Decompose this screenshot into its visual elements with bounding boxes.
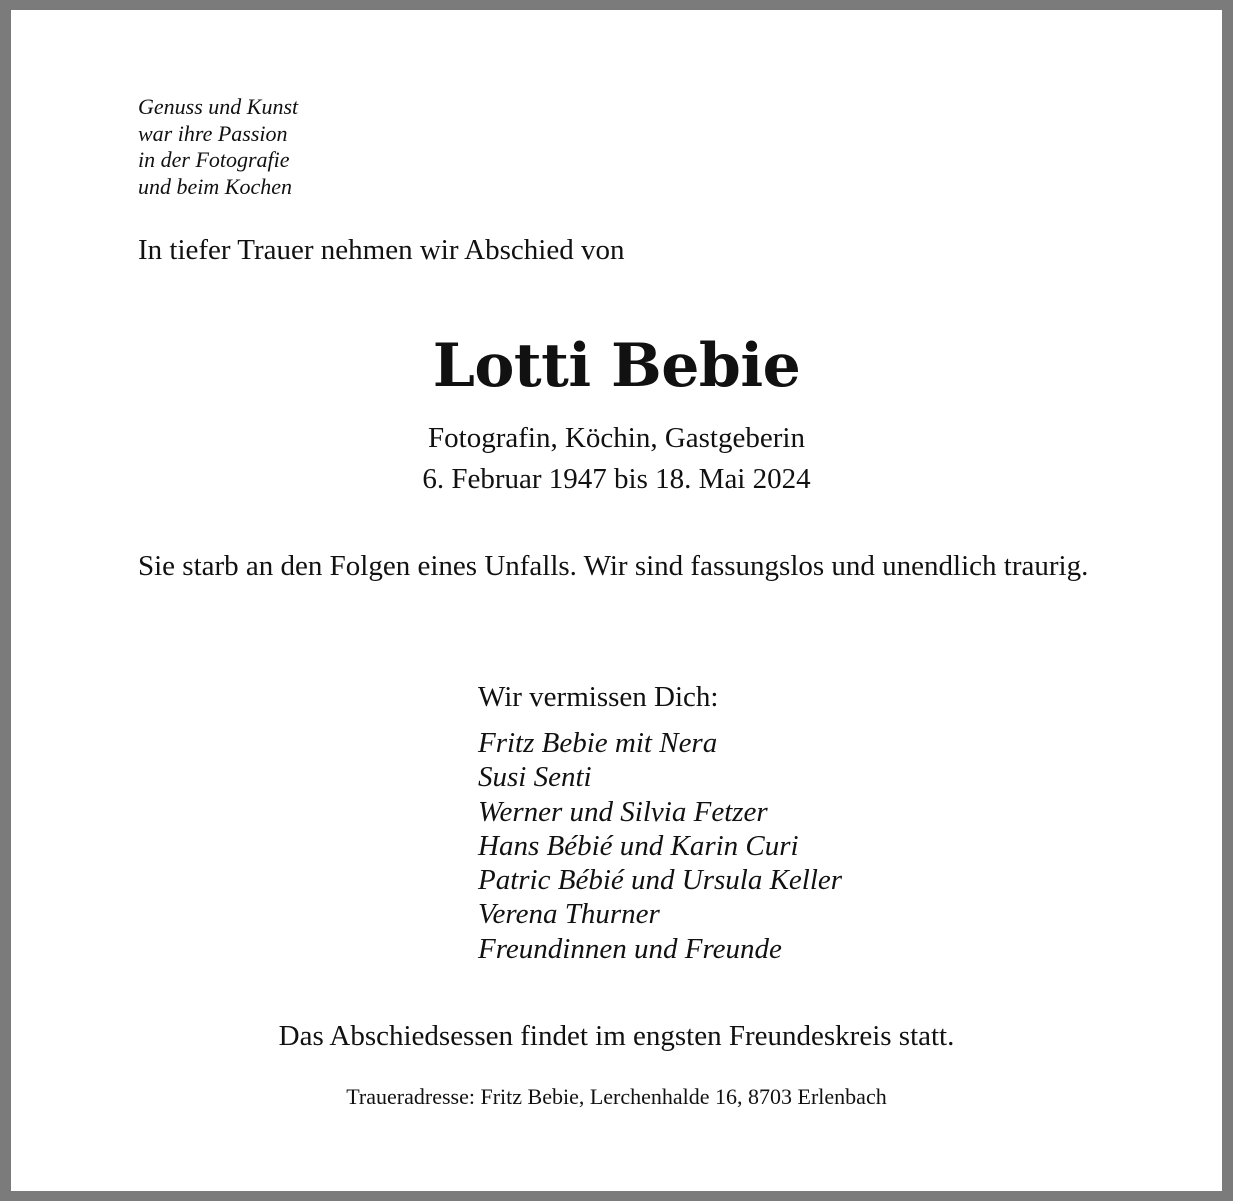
mourning-address: Traueradresse: Fritz Bebie, Lerchenhalde 16, 8703 Erlenbach	[346, 1084, 887, 1109]
deceased-dates: 6. Februar 1947 bis 18. Mai 2024	[422, 463, 811, 495]
deceased-roles: Fotografin, Köchin, Gastgeberin	[428, 422, 805, 454]
mourner-name: Verena Thurner	[478, 898, 660, 931]
condolence-message: Sie starb an den Folgen eines Unfalls. Wir sind fassungslos und unendlich traurig.	[138, 550, 1089, 582]
mourner-name: Patric Bébié und Ursula Keller	[478, 864, 843, 897]
farewell-meal-note: Das Abschiedsessen findet im engsten Freundeskreis statt.	[278, 1020, 955, 1052]
motto-line: und beim Kochen	[138, 173, 292, 199]
motto-line: war ihre Passion	[138, 120, 288, 146]
mourner-name: Hans Bébié und Karin Curi	[478, 829, 799, 862]
mourner-name: Susi Senti	[478, 761, 592, 794]
mourner-name: Freundinnen und Freunde	[478, 932, 782, 965]
mourner-name: Fritz Bebie mit Nera	[478, 727, 718, 759]
deceased-details	[11, 418, 1222, 500]
intro-text: In tiefer Trauer nehmen wir Abschied von	[138, 234, 625, 266]
motto-line: in der Fotografie	[138, 147, 290, 172]
mourners-list	[478, 726, 842, 966]
motto-line: Genuss und Kunst	[138, 94, 299, 119]
mourner-name: Werner und Silvia Fetzer	[478, 795, 768, 828]
obituary-page	[11, 10, 1222, 1191]
deceased-name: Lotti Bebie	[432, 331, 801, 401]
motto-verse	[138, 94, 298, 200]
mourners-heading: Wir vermissen Dich:	[478, 681, 719, 713]
